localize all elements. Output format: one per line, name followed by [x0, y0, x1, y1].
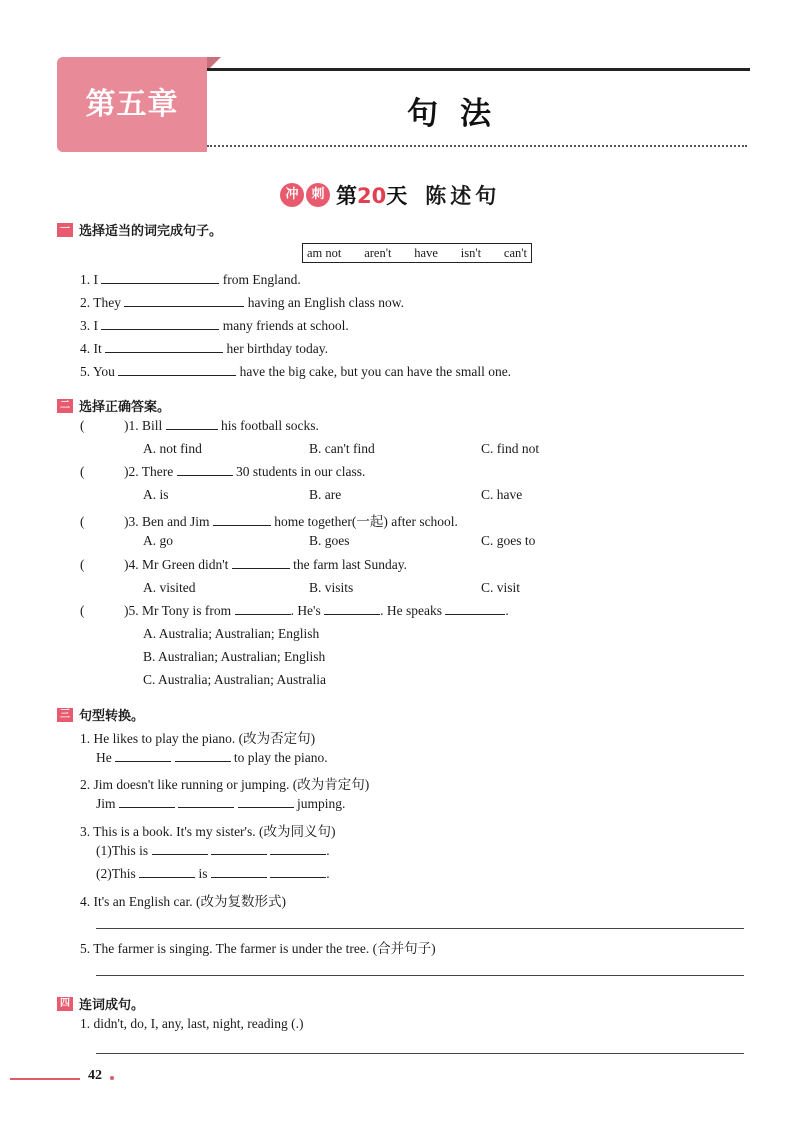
- question-3-5: 5. The farmer is singing. The farmer is under the tree. (合并句子): [80, 941, 436, 956]
- answer-blank[interactable]: [211, 843, 267, 855]
- option-b[interactable]: B. can't find: [309, 441, 375, 456]
- answer-blank[interactable]: [270, 843, 326, 855]
- section-number: 一: [57, 223, 73, 237]
- option-a[interactable]: A. Australia; Australian; English: [143, 626, 320, 641]
- question-2-2: ( )2. There 30 students in our class.: [80, 464, 366, 479]
- option-b[interactable]: B. goes: [309, 533, 350, 548]
- answer-3-3-1: (1)This is .: [96, 843, 330, 858]
- option-c[interactable]: C. visit: [481, 580, 521, 595]
- answer-blank[interactable]: [211, 866, 267, 878]
- section-title: 连词成句。: [79, 998, 145, 1013]
- page-dot: [110, 1076, 114, 1080]
- answer-blank[interactable]: [115, 750, 171, 762]
- section-3-heading: [57, 705, 144, 724]
- question-3-2: 2. Jim doesn't like running or jumping. (改为肯定句): [80, 777, 370, 792]
- header-dotted-rule: [207, 145, 747, 147]
- option-b[interactable]: B. Australian; Australian; English: [143, 649, 326, 664]
- answer-blank[interactable]: [445, 603, 505, 615]
- chapter-label: 第五章: [85, 87, 179, 122]
- answer-blank[interactable]: [101, 318, 219, 330]
- question-1-1: 1. I from England.: [80, 272, 301, 287]
- question-1-2: 2. They having an English class now.: [80, 295, 404, 310]
- section-1-heading: [57, 220, 222, 239]
- answer-line[interactable]: [96, 1053, 744, 1054]
- section-number: 三: [57, 708, 73, 722]
- answer-blank[interactable]: [238, 796, 294, 808]
- question-2-4: ( )4. Mr Green didn't the farm last Sunday.: [80, 557, 408, 572]
- answer-3-1: He to play the piano.: [96, 750, 328, 765]
- question-3-1: 1. He likes to play the piano. (改为否定句): [80, 731, 316, 746]
- answer-blank[interactable]: [166, 418, 218, 430]
- chapter-badge: [57, 57, 207, 152]
- section-title: 选择适当的词完成句子。: [79, 224, 223, 239]
- answer-blank[interactable]: [270, 866, 326, 878]
- option-a[interactable]: A. go: [143, 533, 173, 548]
- option-c[interactable]: C. have: [481, 487, 523, 502]
- day-title: [280, 180, 500, 210]
- section-2-heading: [57, 396, 170, 415]
- answer-blank[interactable]: [213, 514, 271, 526]
- day-topic: 陈述句: [425, 184, 501, 208]
- word-bank-item: can't: [503, 245, 527, 260]
- question-3-3: 3. This is a book. It's my sister's. (改为同义句): [80, 824, 336, 839]
- option-c[interactable]: C. Australia; Australian; Australia: [143, 672, 326, 687]
- option-a[interactable]: A. visited: [143, 580, 196, 595]
- question-1-5: 5. You have the big cake, but you can have the small one.: [80, 364, 512, 379]
- option-b[interactable]: B. are: [309, 487, 342, 502]
- option-c[interactable]: C. goes to: [481, 533, 536, 548]
- question-2-3: ( )3. Ben and Jim home together(一起) after school.: [80, 514, 458, 529]
- question-1-4: 4. It her birthday today.: [80, 341, 328, 356]
- word-bank-item: am not: [307, 245, 342, 260]
- answer-blank[interactable]: [152, 843, 208, 855]
- question-1-3: 3. I many friends at school.: [80, 318, 349, 333]
- word-bank: [302, 243, 532, 263]
- answer-blank[interactable]: [235, 603, 291, 615]
- section-number: 四: [57, 997, 73, 1011]
- answer-blank[interactable]: [177, 464, 233, 476]
- answer-blank[interactable]: [175, 750, 231, 762]
- word-bank-item: have: [414, 245, 438, 260]
- footer-rule: [10, 1078, 80, 1080]
- option-a[interactable]: A. is: [143, 487, 169, 502]
- answer-line[interactable]: [96, 975, 744, 976]
- sprint-badge-2: 刺: [306, 183, 330, 207]
- header-rule: [207, 68, 750, 71]
- answer-blank[interactable]: [324, 603, 380, 615]
- answer-line[interactable]: [96, 928, 744, 929]
- option-a[interactable]: A. not find: [143, 441, 202, 456]
- section-number: 二: [57, 399, 73, 413]
- question-3-4: 4. It's an English car. (改为复数形式): [80, 894, 287, 909]
- answer-3-3-2: (2)This is .: [96, 866, 330, 881]
- word-bank-item: aren't: [364, 245, 392, 260]
- section-title: 句型转换。: [79, 709, 145, 724]
- day-label: 第20天: [336, 184, 408, 208]
- chapter-title: 句法: [407, 96, 513, 132]
- answer-blank[interactable]: [119, 796, 175, 808]
- sprint-badge-1: 冲: [280, 183, 304, 207]
- answer-blank[interactable]: [232, 557, 290, 569]
- answer-blank[interactable]: [118, 364, 236, 376]
- page-number: 42: [88, 1068, 102, 1083]
- question-2-5: ( )5. Mr Tony is from . He's . He speaks .: [80, 603, 509, 618]
- answer-blank[interactable]: [105, 341, 223, 353]
- answer-blank[interactable]: [139, 866, 195, 878]
- answer-3-2: Jim jumping.: [96, 796, 346, 811]
- option-b[interactable]: B. visits: [309, 580, 354, 595]
- section-title: 选择正确答案。: [79, 400, 171, 415]
- question-4-1: 1. didn't, do, I, any, last, night, reading (.): [80, 1016, 304, 1031]
- answer-blank[interactable]: [101, 272, 219, 284]
- option-c[interactable]: C. find not: [481, 441, 540, 456]
- word-bank-item: isn't: [460, 245, 482, 260]
- answer-blank[interactable]: [124, 295, 244, 307]
- section-4-heading: [57, 994, 144, 1013]
- question-2-1: ( )1. Bill his football socks.: [80, 418, 319, 433]
- answer-blank[interactable]: [178, 796, 234, 808]
